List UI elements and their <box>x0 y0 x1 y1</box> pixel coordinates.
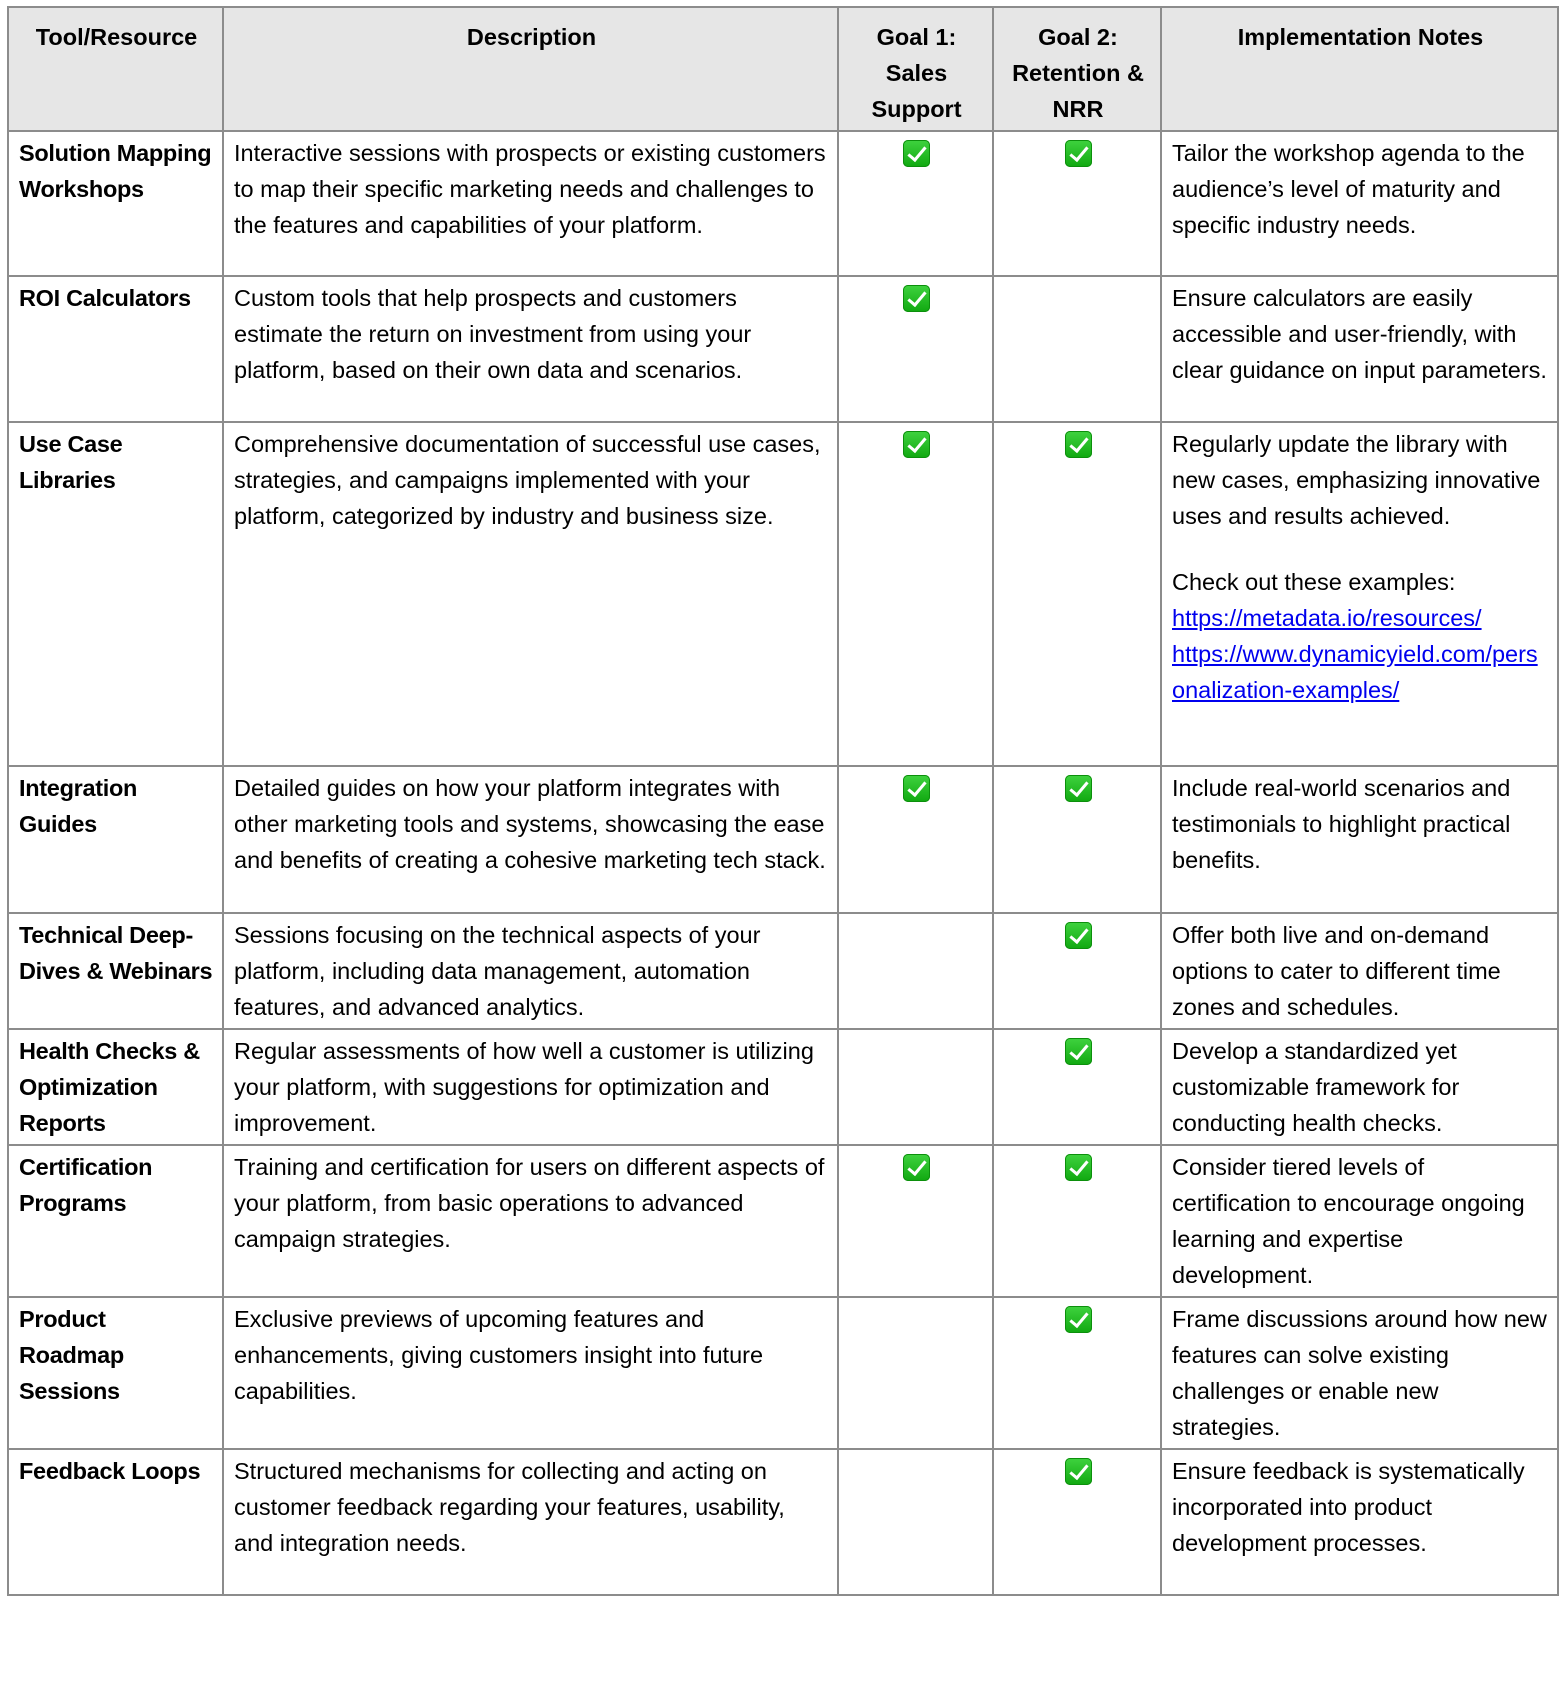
table-row-solution-mapping-workshops <box>8 131 1558 276</box>
implementation-notes <box>1161 422 1558 766</box>
implementation-notes: Ensure calculators are easily accessible and user-friendly, with clear guidance on input parameters. <box>1161 276 1558 422</box>
goal-2-cell <box>993 422 1161 766</box>
check-mark-icon <box>1065 140 1092 167</box>
tool-description: Training and certification for users on different aspects of your platform, from basic operations to advanced campaign strategies. <box>223 1145 838 1297</box>
implementation-notes: Ensure feedback is systematically incorporated into product development processes. <box>1161 1449 1558 1595</box>
goal-2-cell <box>993 1029 1161 1145</box>
implementation-notes: Include real-world scenarios and testimonials to highlight practical benefits. <box>1161 766 1558 913</box>
goal-1-cell <box>838 131 993 276</box>
goal-1-cell <box>838 1449 993 1595</box>
goal-2-cell <box>993 1145 1161 1297</box>
goal-2-cell <box>993 131 1161 276</box>
table-row-roi-calculators <box>8 276 1558 422</box>
tools-resources-table <box>7 6 1559 1596</box>
table-row-certification-programs <box>8 1145 1558 1297</box>
goal-2-cell <box>993 766 1161 913</box>
header-goal-2 <box>993 7 1161 131</box>
check-mark-icon <box>1065 1038 1092 1065</box>
tool-description: Structured mechanisms for collecting and acting on customer feedback regarding your features, usability, and integration needs. <box>223 1449 838 1595</box>
check-mark-icon <box>903 775 930 802</box>
tool-description: Exclusive previews of upcoming features and enhancements, giving customers insight into future capabilities. <box>223 1297 838 1449</box>
tool-name: Solution Mapping Workshops <box>8 131 223 276</box>
header-goal-2-line-1: Goal 2: <box>1038 24 1118 50</box>
goal-2-cell <box>993 1449 1161 1595</box>
check-mark-icon <box>1065 431 1092 458</box>
tool-name: Integration Guides <box>8 766 223 913</box>
tool-name: Health Checks & Optimization Reports <box>8 1029 223 1145</box>
table-row-use-case-libraries <box>8 422 1558 766</box>
tool-description: Regular assessments of how well a customer is utilizing your platform, with suggestions for optimization and improvement. <box>223 1029 838 1145</box>
table-row-technical-deep-dives <box>8 913 1558 1029</box>
goal-2-cell <box>993 913 1161 1029</box>
header-implementation-notes: Implementation Notes <box>1161 7 1558 131</box>
examples-label: Check out these examples: <box>1172 569 1456 595</box>
header-description: Description <box>223 7 838 131</box>
header-goal-2-line-2: Retention & <box>1012 60 1144 86</box>
implementation-notes: Tailor the workshop agenda to the audience’s level of maturity and specific industry needs. <box>1161 131 1558 276</box>
tool-description: Interactive sessions with prospects or existing customers to map their specific marketing needs and challenges to the features and capabilities of your platform. <box>223 131 838 276</box>
check-mark-icon <box>1065 922 1092 949</box>
goal-2-cell <box>993 1297 1161 1449</box>
tool-name: Certification Programs <box>8 1145 223 1297</box>
tool-name: Feedback Loops <box>8 1449 223 1595</box>
metadata-resources-link[interactable]: https://metadata.io/resources/ <box>1172 605 1482 631</box>
goal-1-cell <box>838 276 993 422</box>
header-goal-1-line-3: Support <box>871 96 962 122</box>
check-mark-icon <box>903 285 930 312</box>
header-goal-1 <box>838 7 993 131</box>
header-row <box>8 7 1558 131</box>
header-goal-2-line-3: NRR <box>1052 96 1104 122</box>
header-goal-1-line-1: Goal 1: <box>876 24 957 50</box>
dynamicyield-examples-link[interactable]: https://www.dynamicyield.com/personalization-examples/ <box>1172 641 1538 703</box>
check-mark-icon <box>903 431 930 458</box>
table-row-integration-guides <box>8 766 1558 913</box>
notes-spacer <box>1172 534 1549 564</box>
check-mark-icon <box>1065 1306 1092 1333</box>
tool-name: Use Case Libraries <box>8 422 223 766</box>
goal-1-cell <box>838 1297 993 1449</box>
check-mark-icon <box>903 140 930 167</box>
notes-text: Regularly update the library with new cases, emphasizing innovative uses and results achieved. <box>1172 431 1541 529</box>
header-goal-1-line-2: Sales <box>885 60 948 86</box>
implementation-notes: Frame discussions around how new features can solve existing challenges or enable new strategies. <box>1161 1297 1558 1449</box>
tool-name: Product Roadmap Sessions <box>8 1297 223 1449</box>
check-mark-icon <box>1065 1154 1092 1181</box>
goal-2-cell <box>993 276 1161 422</box>
goal-1-cell <box>838 1029 993 1145</box>
tool-name: Technical Deep-Dives & Webinars <box>8 913 223 1029</box>
implementation-notes: Consider tiered levels of certification to encourage ongoing learning and expertise development. <box>1161 1145 1558 1297</box>
implementation-notes: Offer both live and on-demand options to cater to different time zones and schedules. <box>1161 913 1558 1029</box>
check-mark-icon <box>1065 775 1092 802</box>
table-row-health-checks <box>8 1029 1558 1145</box>
tool-name: ROI Calculators <box>8 276 223 422</box>
tool-description: Custom tools that help prospects and customers estimate the return on investment from using your platform, based on their own data and scenarios. <box>223 276 838 422</box>
table-row-product-roadmap-sessions <box>8 1297 1558 1449</box>
check-mark-icon <box>903 1154 930 1181</box>
tool-description: Sessions focusing on the technical aspects of your platform, including data management, automation features, and advanced analytics. <box>223 913 838 1029</box>
implementation-notes: Develop a standardized yet customizable framework for conducting health checks. <box>1161 1029 1558 1145</box>
goal-1-cell <box>838 913 993 1029</box>
goal-1-cell <box>838 1145 993 1297</box>
check-mark-icon <box>1065 1458 1092 1485</box>
table-row-feedback-loops <box>8 1449 1558 1595</box>
goal-1-cell <box>838 422 993 766</box>
header-tool-resource: Tool/Resource <box>8 7 223 131</box>
tool-description: Comprehensive documentation of successful use cases, strategies, and campaigns implemented with your platform, categorized by industry and business size. <box>223 422 838 766</box>
tool-description: Detailed guides on how your platform integrates with other marketing tools and systems, showcasing the ease and benefits of creating a cohesive marketing tech stack. <box>223 766 838 913</box>
goal-1-cell <box>838 766 993 913</box>
